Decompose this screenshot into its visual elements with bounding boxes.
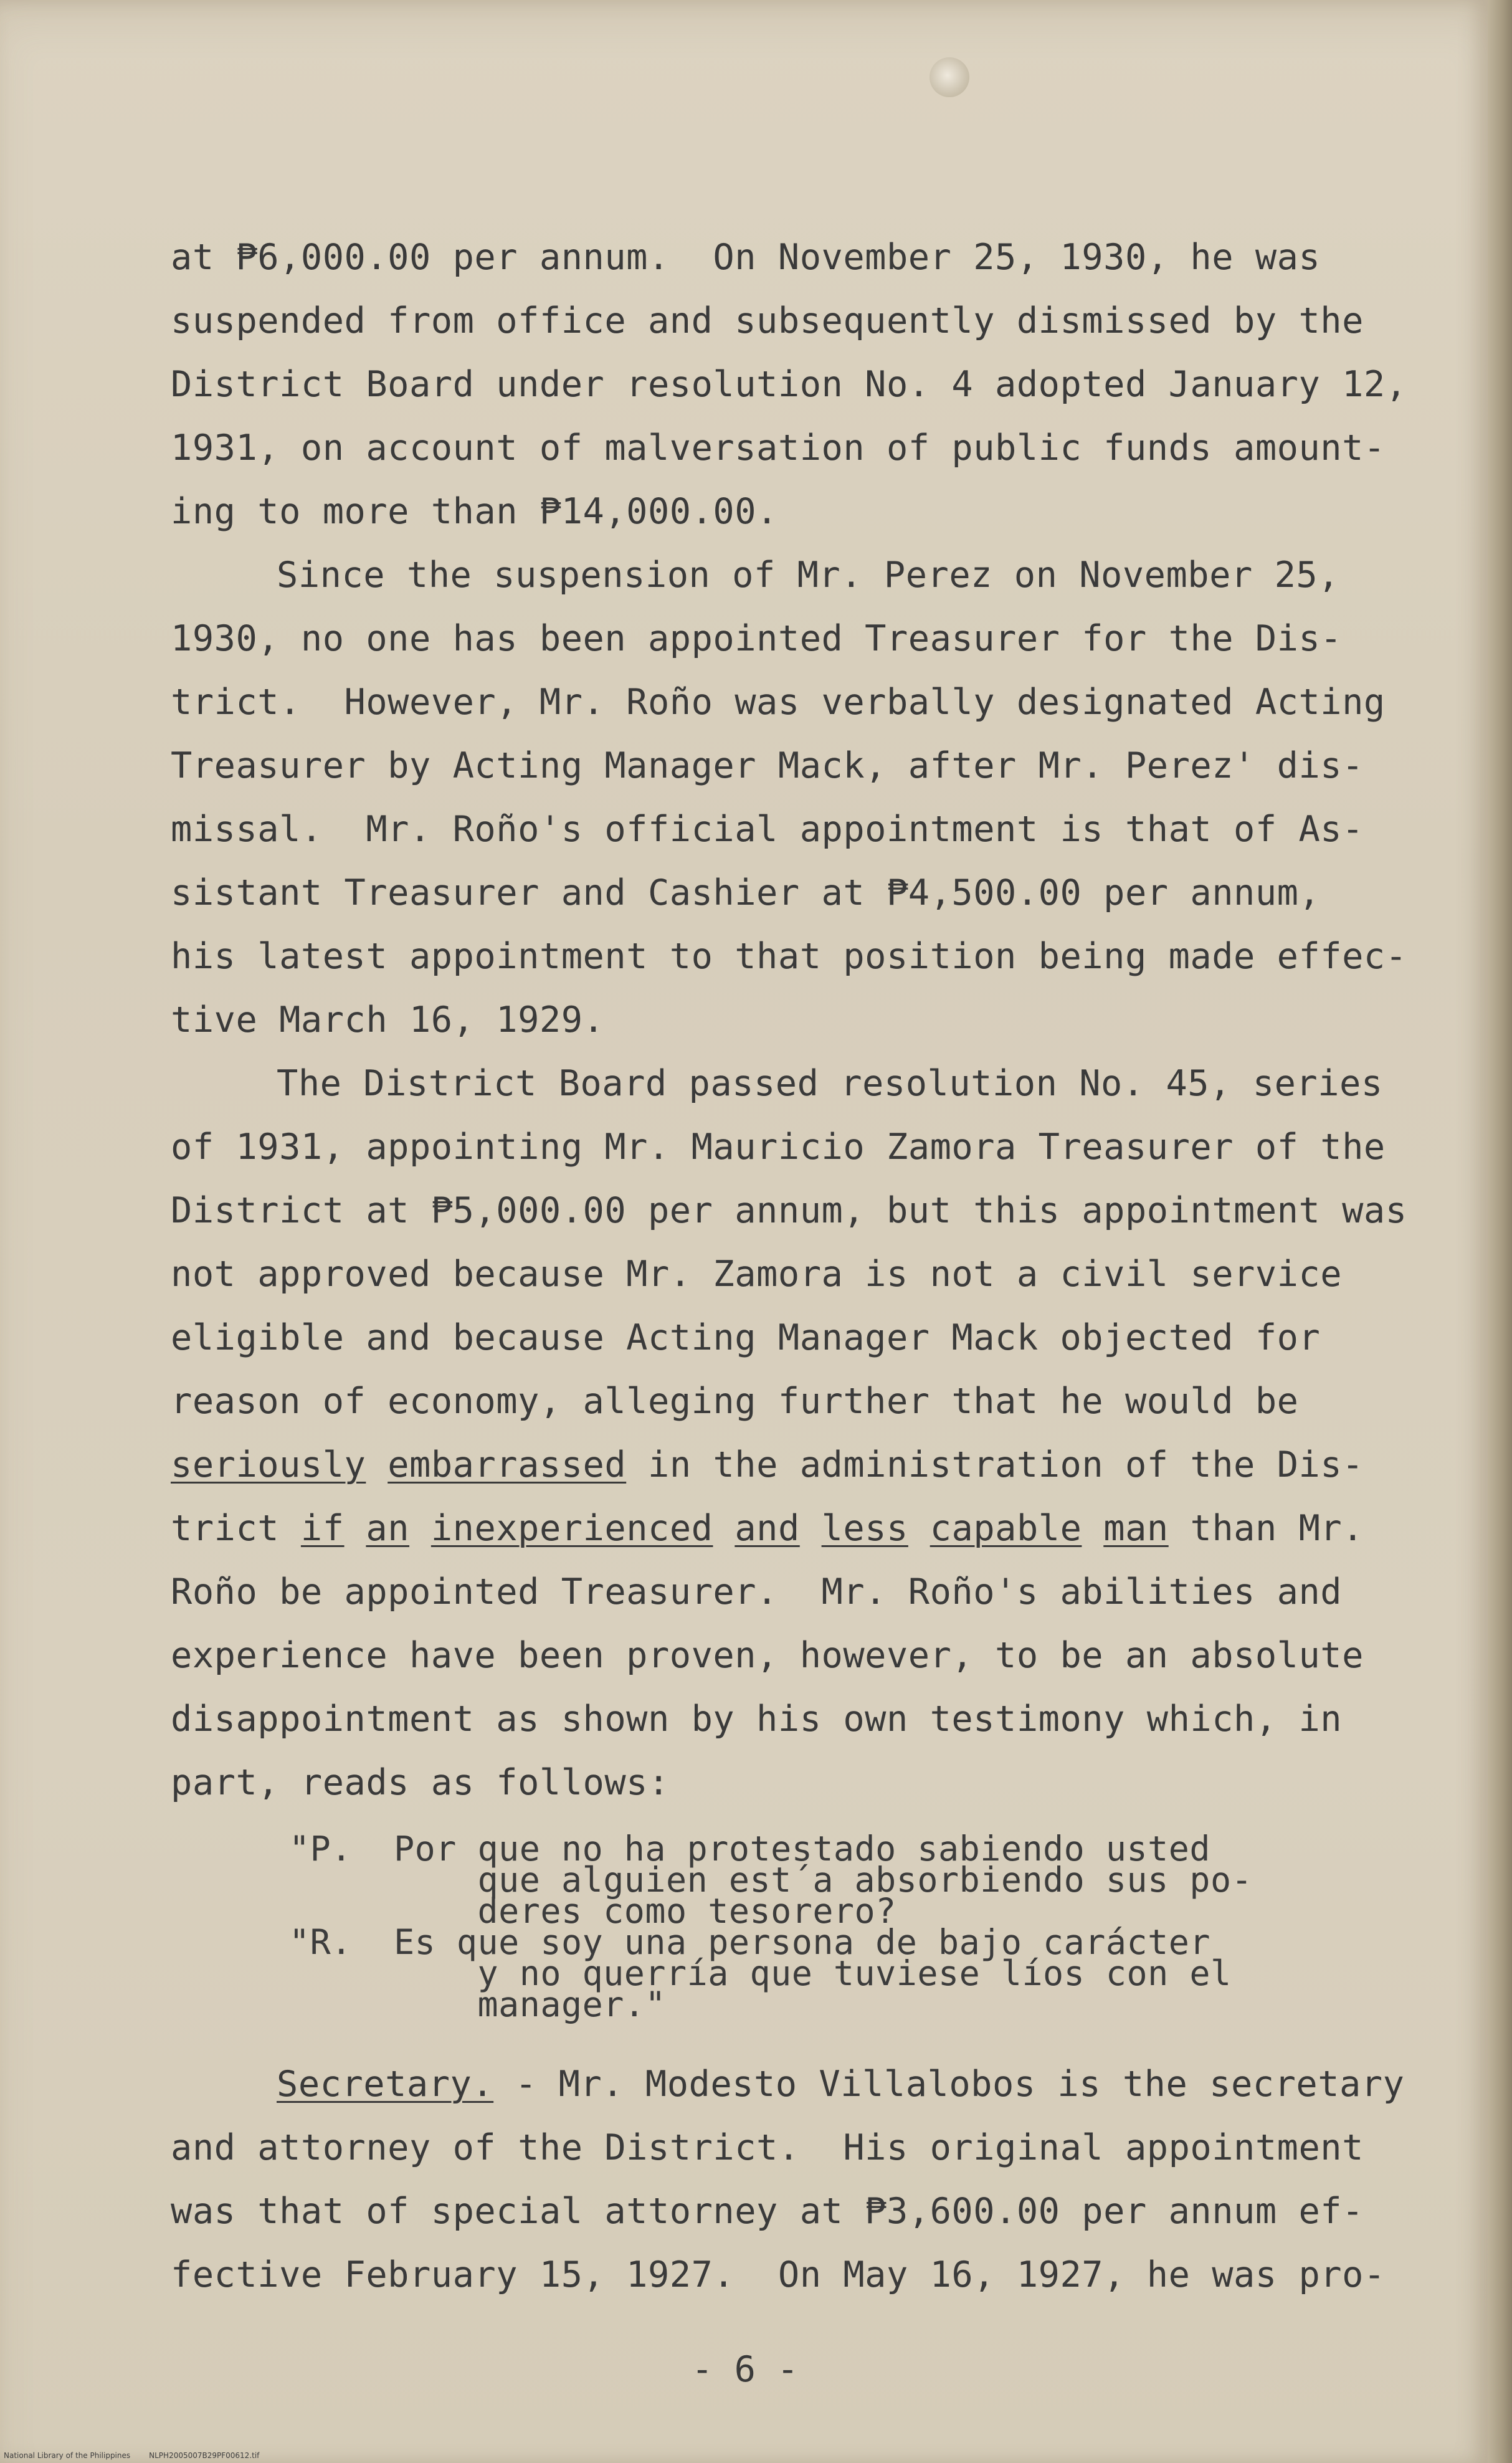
- body-line: fective February 15, 1927. On May 16, 1927, he was pro-: [171, 2254, 1386, 2295]
- body-line: tive March 16, 1929.: [171, 999, 605, 1041]
- body-line-text: trict: [171, 1508, 280, 1549]
- underlined-word: less: [821, 1508, 908, 1549]
- body-line-text: - Mr. Modesto Villalobos is the secretary: [493, 2064, 1405, 2105]
- quote-line: manager.": [289, 1984, 667, 2024]
- section-heading: Secretary.: [277, 2064, 494, 2105]
- body-line: The District Board passed resolution No. 45, series: [277, 1063, 1383, 1104]
- body-line: District Board under resolution No. 4 adopted January 12,: [171, 364, 1407, 405]
- body-line: and attorney of the District. His original appointment: [171, 2127, 1364, 2168]
- secretary-paragraph-line: [171, 2052, 1405, 2116]
- underlined-word: embarrassed: [388, 1444, 627, 1485]
- document-body: [171, 226, 1407, 2307]
- body-line: Since the suspension of Mr. Perez on November 25,: [277, 555, 1340, 596]
- underlined-word: seriously: [171, 1444, 366, 1485]
- body-line: 1931, on account of malversation of public funds amount-: [171, 427, 1386, 469]
- body-line-underlined: [171, 1497, 1379, 1560]
- body-line: not approved because Mr. Zamora is not a civil service: [171, 1254, 1343, 1295]
- body-line: Treasurer by Acting Manager Mack, after Mr. Perez' dis-: [171, 745, 1364, 786]
- body-line: Roño be appointed Treasurer. Mr. Roño's abilities and: [171, 1571, 1343, 1613]
- quote-line: deres como tesorero?: [289, 1891, 896, 1931]
- body-line-text: than Mr.: [1168, 1508, 1364, 1549]
- body-line: of 1931, appointing Mr. Mauricio Zamora Treasurer of the: [171, 1127, 1386, 1168]
- spacer: [171, 2020, 1379, 2052]
- body-line: at ₱6,000.00 per annum. On November 25, 1930, he was: [171, 237, 1321, 278]
- body-line: his latest appointment to that position being made effec-: [171, 936, 1407, 977]
- punch-hole: [930, 57, 969, 97]
- body-line: trict. However, Mr. Roño was verbally designated Acting: [171, 682, 1386, 723]
- body-line: sistant Treasurer and Cashier at ₱4,500.00 per annum,: [171, 872, 1321, 913]
- body-line: missal. Mr. Roño's official appointment is that of As-: [171, 809, 1364, 850]
- body-line-text: in the administration of the Dis-: [626, 1444, 1364, 1485]
- file-code: NLPH2005007B29PF00612.tif: [149, 2451, 260, 2460]
- body-line-underlined: [171, 1433, 1379, 1497]
- archive-footer: [4, 2451, 259, 2460]
- underlined-word: and: [735, 1508, 800, 1549]
- body-line: disappointment as shown by his own testimony which, in: [171, 1698, 1343, 1740]
- underlined-word: an: [366, 1508, 410, 1549]
- underlined-word: man: [1103, 1508, 1169, 1549]
- body-line: suspended from office and subsequently dismissed by the: [171, 300, 1364, 341]
- library-name: National Library of the Philippines: [4, 2451, 131, 2460]
- quote-line: que alguien est´a absorbiendo sus po-: [289, 1860, 1253, 1900]
- body-line: experience have been proven, however, to be an absolute: [171, 1635, 1364, 1676]
- underlined-word: if: [300, 1508, 345, 1549]
- page-number: - 6 -: [692, 2349, 799, 2390]
- body-line: reason of economy, alleging further that he would be: [171, 1381, 1299, 1422]
- body-line: 1930, no one has been appointed Treasurer for the Dis-: [171, 618, 1343, 659]
- quote-line: "P. Por que no ha protestado sabiendo usted: [289, 1829, 1210, 1869]
- body-line: ing to more than ₱14,000.00.: [171, 491, 778, 532]
- body-line: part, reads as follows:: [171, 1762, 670, 1803]
- quote-line: "R. Es que soy una persona de bajo carácter: [289, 1922, 1210, 1962]
- body-line: eligible and because Acting Manager Mack objected for: [171, 1317, 1321, 1358]
- underlined-word: inexperienced: [430, 1508, 713, 1549]
- paper-edge-shadow: [1488, 0, 1512, 2463]
- underlined-word: capable: [930, 1508, 1082, 1549]
- quote-line: y no querría que tuviese líos con el: [289, 1953, 1232, 1993]
- body-line: was that of special attorney at ₱3,600.00 per annum ef-: [171, 2191, 1364, 2232]
- body-line: District at ₱5,000.00 per annum, but this appointment was: [171, 1190, 1407, 1231]
